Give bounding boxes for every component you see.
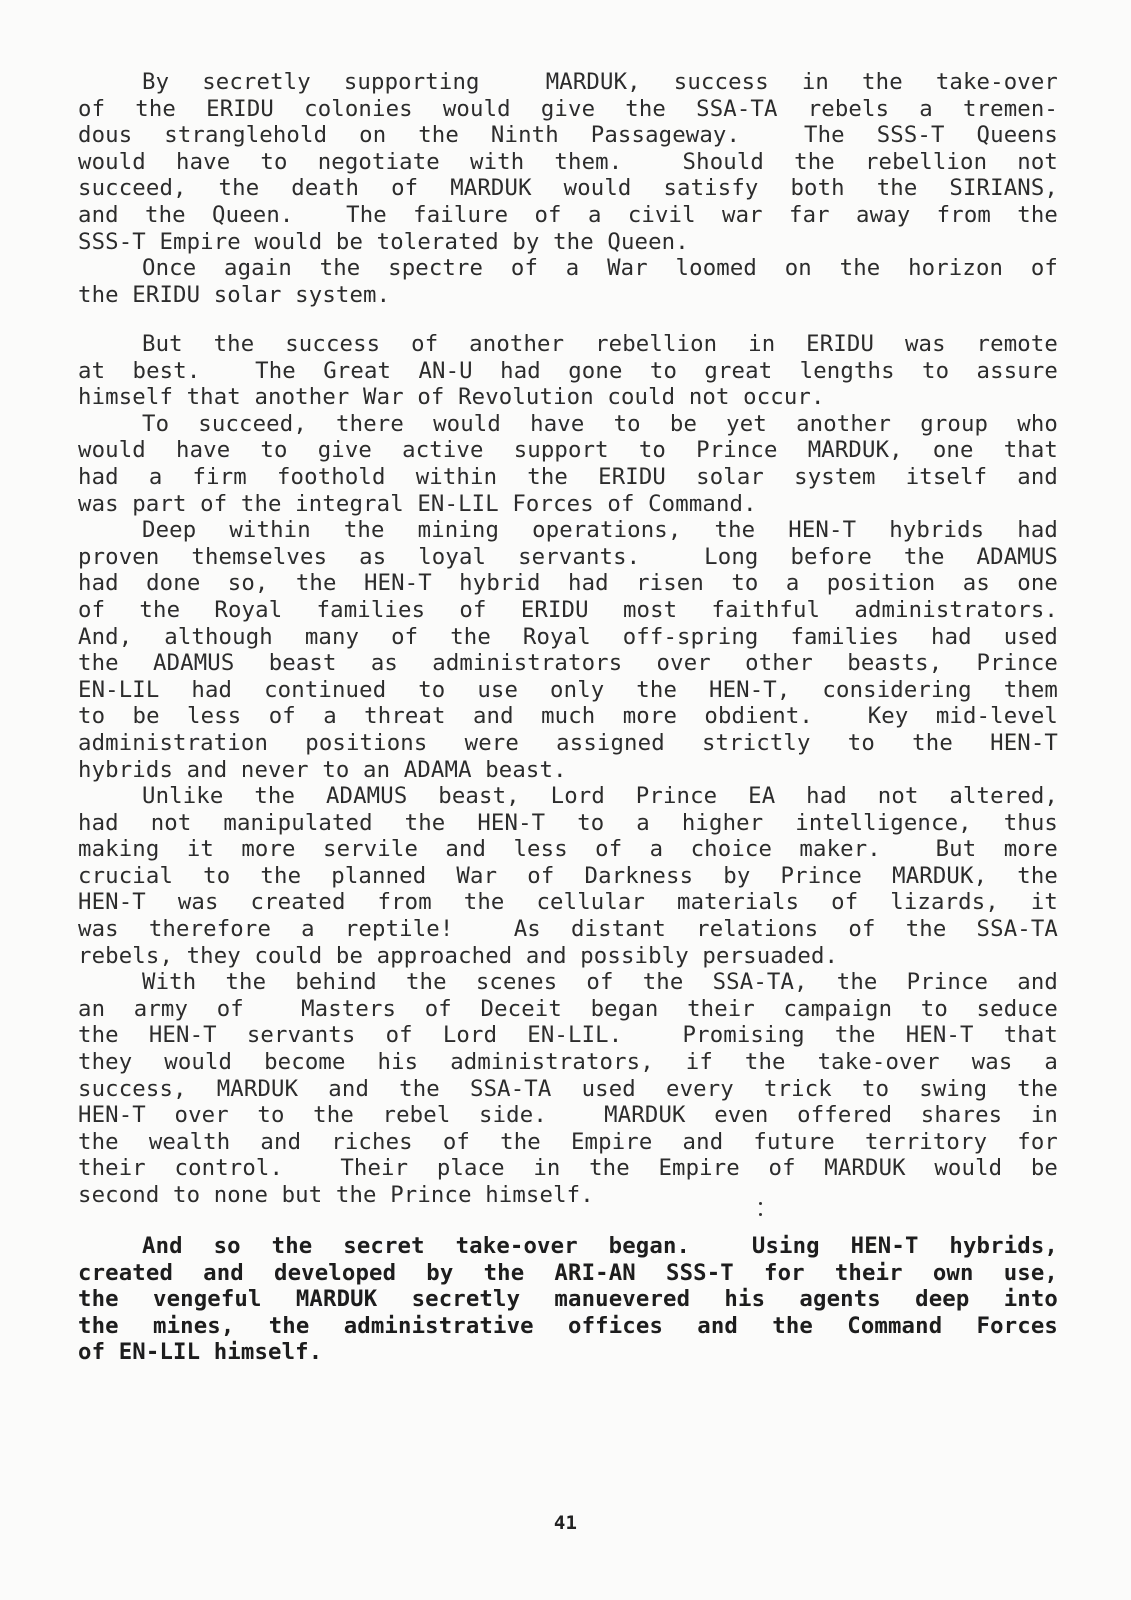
text-line: of the ERIDU colonies would give the SSA-TA rebels a tremen- xyxy=(78,95,1058,122)
text-line: they would become his administrators, if the take-over was a xyxy=(78,1049,1058,1076)
text-line: the ADAMUS beast as administrators over other beasts, Prince xyxy=(78,650,1058,677)
text-line: crucial to the planned War of Darkness by Prince MARDUK, the xyxy=(78,862,1058,889)
text-line: had a firm foothold within the ERIDU solar system itself and xyxy=(78,463,1058,490)
text-line: second to none but the Prince himself. xyxy=(78,1182,594,1208)
text-line: created and developed by the ARI-AN SSS-T for their own use, xyxy=(78,1259,1058,1286)
text-line: was part of the integral EN-LIL Forces of Command. xyxy=(78,490,757,517)
text-line: the wealth and riches of the Empire and future territory for xyxy=(78,1128,1058,1155)
text-line: With the behind the scenes of the SSA-TA, the Prince and xyxy=(142,969,1058,996)
scan-marks xyxy=(759,1202,763,1224)
text-line: the mines, the administrative offices and the Command Forces xyxy=(78,1312,1058,1339)
text-line: the ERIDU solar system. xyxy=(78,281,391,308)
text-line: But the success of another rebellion in ERIDU was remote xyxy=(142,331,1058,357)
text-line: at best. The Great AN-U had gone to great lengths to assure xyxy=(78,357,1058,384)
text-line: would have to give active support to Prince MARDUK, one that xyxy=(78,437,1058,464)
text-line: of EN-LIL himself. xyxy=(78,1339,323,1366)
text-line: Once again the spectre of a War loomed on the horizon of xyxy=(142,255,1058,282)
text-block-1 xyxy=(78,69,1058,308)
text-line: rebels, they could be approached and possibly persuaded. xyxy=(78,942,839,969)
text-line: to be less of a threat and much more obdient. Key mid-level xyxy=(78,703,1058,730)
text-line: proven themselves as loyal servants. Long before the ADAMUS xyxy=(78,543,1058,570)
text-line: Unlike the ADAMUS beast, Lord Prince EA had not altered, xyxy=(142,783,1058,810)
text-line: himself that another War of Revolution could not occur. xyxy=(78,384,825,411)
text-line: would have to negotiate with them. Should the rebellion not xyxy=(78,148,1058,175)
text-line: hybrids and never to an ADAMA beast. xyxy=(78,756,567,783)
text-line: succeed, the death of MARDUK would satisfy both the SIRIANS, xyxy=(78,175,1058,202)
text-line: making it more servile and less of a choice maker. But more xyxy=(78,836,1058,863)
text-line: the HEN-T servants of Lord EN-LIL. Promising the HEN-T that xyxy=(78,1022,1058,1049)
text-line: HEN-T was created from the cellular materials of lizards, it xyxy=(78,889,1058,916)
text-line: of the Royal families of ERIDU most faithful administrators. xyxy=(78,596,1058,623)
text-line: administration positions were assigned strictly to the HEN-T xyxy=(78,729,1058,756)
text-line: was therefore a reptile! As distant relations of the SSA-TA xyxy=(78,916,1058,943)
text-line: To succeed, there would have to be yet another group who xyxy=(142,410,1058,437)
text-line: dous stranglehold on the Ninth Passageway. The SSS-T Queens xyxy=(78,122,1058,149)
text-block-2 xyxy=(78,331,1058,1209)
text-line: success, MARDUK and the SSA-TA used every trick to swing the xyxy=(78,1075,1058,1102)
text-line: And so the secret take-over began. Using HEN-T hybrids, xyxy=(142,1233,1058,1259)
text-line: And, although many of the Royal off-spring families had used xyxy=(78,623,1058,650)
text-line: EN-LIL had continued to use only the HEN-T, considering them xyxy=(78,676,1058,703)
text-line: HEN-T over to the rebel side. MARDUK even offered shares in xyxy=(78,1102,1058,1129)
text-line: an army of Masters of Deceit began their campaign to seduce xyxy=(78,995,1058,1022)
text-line: had done so, the HEN-T hybrid had risen to a position as one xyxy=(78,570,1058,597)
text-line: the vengeful MARDUK secretly manuevered his agents deep into xyxy=(78,1286,1058,1313)
text-block-3 xyxy=(78,1233,1058,1366)
text-line: By secretly supporting MARDUK, success in the take-over xyxy=(142,69,1058,95)
text-line: their control. Their place in the Empire of MARDUK would be xyxy=(78,1155,1058,1182)
text-line: SSS-T Empire would be tolerated by the Queen. xyxy=(78,228,689,255)
text-line: had not manipulated the HEN-T to a higher intelligence, thus xyxy=(78,809,1058,836)
text-line: Deep within the mining operations, the HEN-T hybrids had xyxy=(142,517,1058,544)
text-line: and the Queen. The failure of a civil war far away from the xyxy=(78,201,1058,228)
page-number: 41 xyxy=(553,1512,578,1534)
